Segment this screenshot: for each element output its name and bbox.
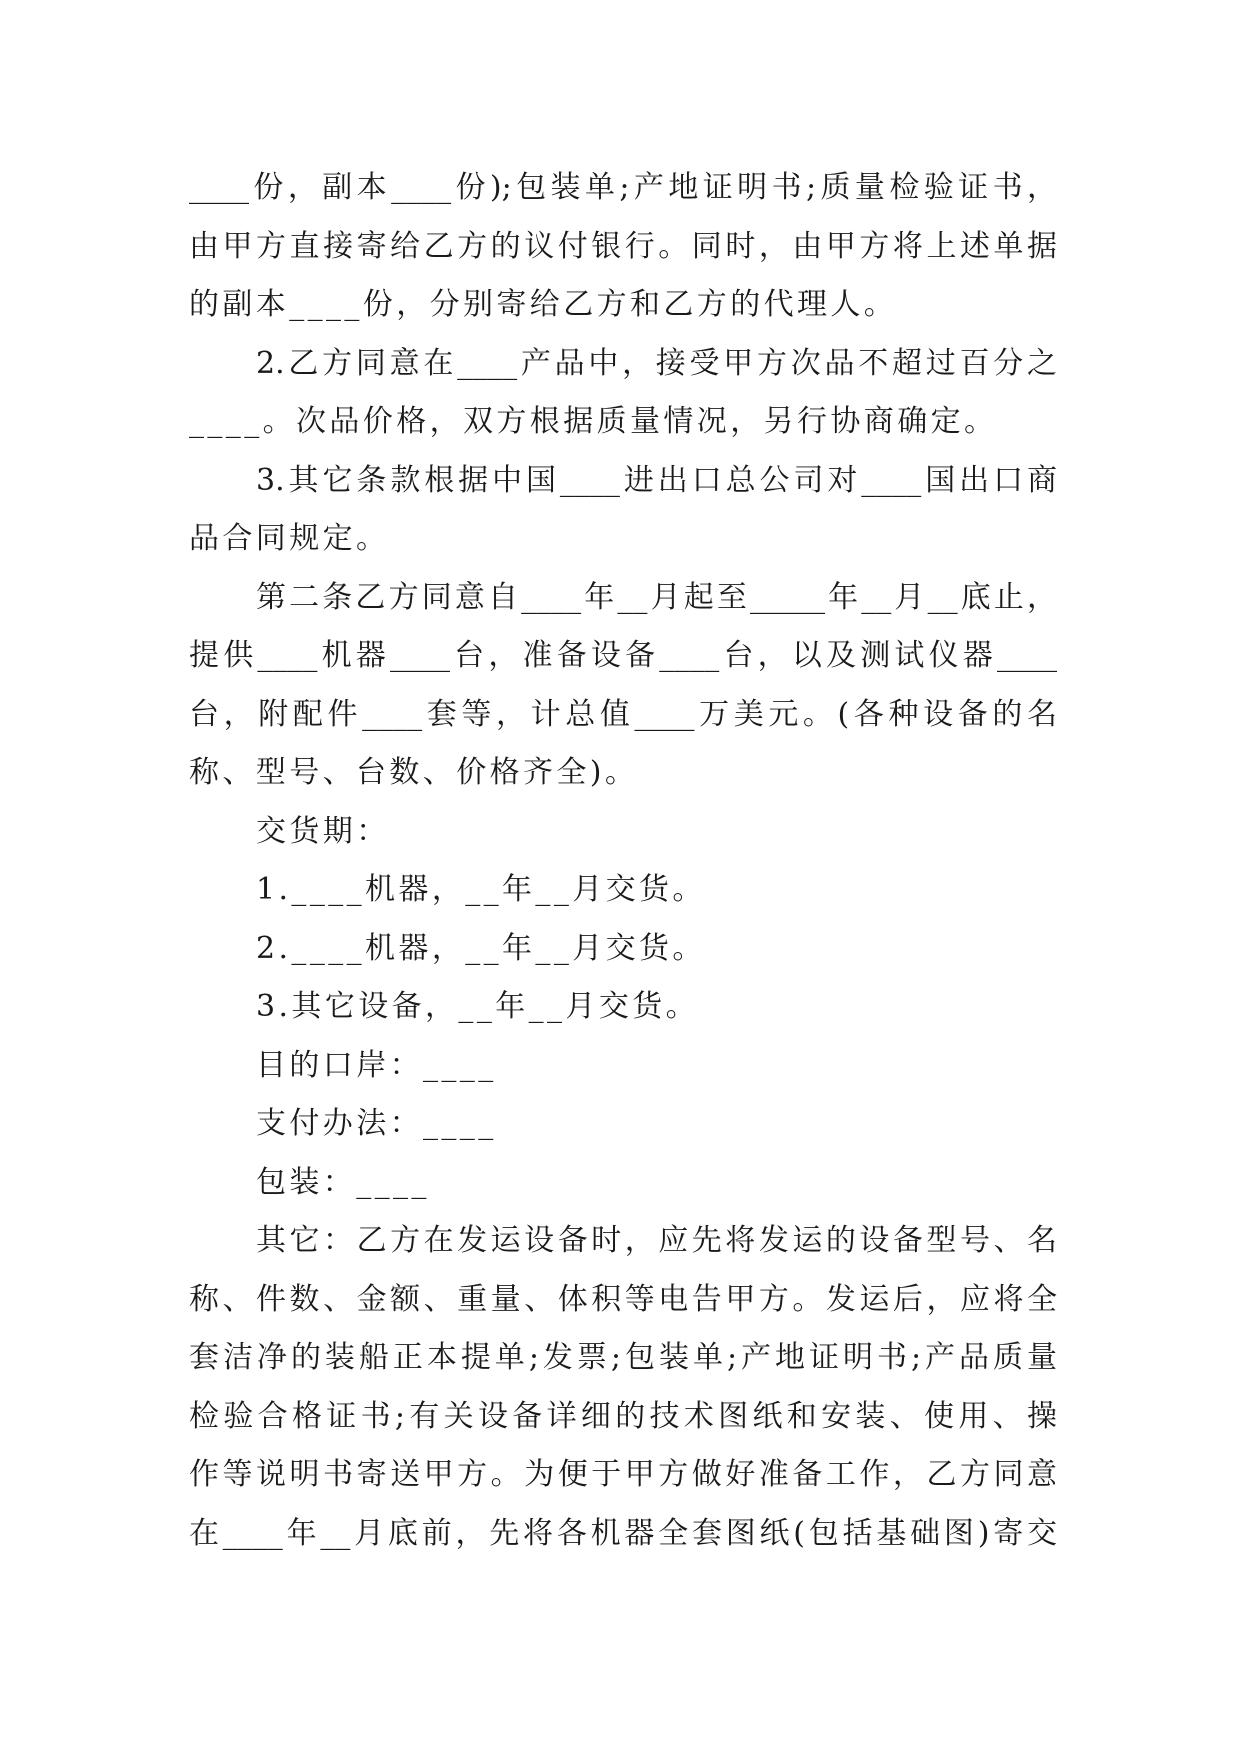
text-line: 第二条乙方同意自____年__月起至_____年__月__底止， — [256, 579, 1057, 615]
paragraph-delivery-item-1 — [189, 861, 1057, 920]
text-line: 1.____机器，__年__月交货。 — [256, 872, 706, 907]
text-line: 3.其它条款根据中国____进出口总公司对____国出口商 — [256, 462, 1057, 498]
text-line: ____份，副本____份);包装单;产地证明书;质量检验证书， — [189, 170, 1057, 205]
text-line: 称、型号、台数、价格齐全)。 — [189, 755, 639, 790]
text-line: 其它：乙方在发运设备时，应先将发运的设备型号、名 — [256, 1223, 1057, 1258]
paragraph-other-terms — [189, 452, 1057, 569]
text-line: 作等说明书寄送甲方。为便于甲方做好准备工作，乙方同意 — [189, 1457, 1057, 1492]
paragraph-delivery-item-3 — [189, 978, 1057, 1037]
text-line: 称、件数、金额、重量、体积等电告甲方。发运后，应将全 — [189, 1281, 1057, 1317]
text-line: 2.乙方同意在____产品中，接受甲方次品不超过百分之 — [256, 345, 1057, 381]
text-line: 品合同规定。 — [189, 521, 390, 556]
text-line: 套洁净的装船正本提单;发票;包装单;产地证明书;产品质量 — [189, 1340, 1057, 1375]
text-line: 目的口岸：____ — [256, 1047, 497, 1083]
text-line: 的副本____份，分别寄给乙方和乙方的代理人。 — [189, 287, 898, 322]
text-line: ____。次品价格，双方根据质量情况，另行协商确定。 — [189, 404, 998, 439]
text-line: 在____年__月底前，先将各机器全套图纸(包括基础图)寄交 — [189, 1515, 1057, 1551]
text-line: 台，附配件____套等，计总值____万美元。(各种设备的名 — [189, 696, 1057, 732]
text-line: 由甲方直接寄给乙方的议付银行。同时，由甲方将上述单据 — [189, 228, 1057, 264]
paragraph-payment-method — [189, 1095, 1057, 1154]
paragraph-defective-goods — [189, 335, 1057, 452]
text-line: 包装：____ — [256, 1164, 430, 1200]
text-line: 2.____机器，__年__月交货。 — [256, 930, 706, 966]
paragraph-packaging — [189, 1154, 1057, 1213]
paragraph-article-two-supply — [189, 569, 1057, 803]
paragraph-delivery-item-2 — [189, 920, 1057, 979]
text-line: 交货期： — [256, 813, 390, 849]
paragraph-other-provisions — [189, 1212, 1057, 1563]
paragraph-destination-port — [189, 1037, 1057, 1096]
document-body — [189, 159, 1057, 1563]
text-line: 3.其它设备，__年__月交货。 — [256, 989, 700, 1024]
text-line: 支付办法：____ — [256, 1106, 497, 1141]
text-line: 检验合格证书;有关设备详细的技术图纸和安装、使用、操 — [189, 1398, 1057, 1434]
text-line: 提供____机器____台，准备设备____台，以及测试仪器____ — [189, 638, 1057, 673]
paragraph-shipping-documents — [189, 159, 1057, 335]
paragraph-delivery-period-heading — [189, 803, 1057, 862]
